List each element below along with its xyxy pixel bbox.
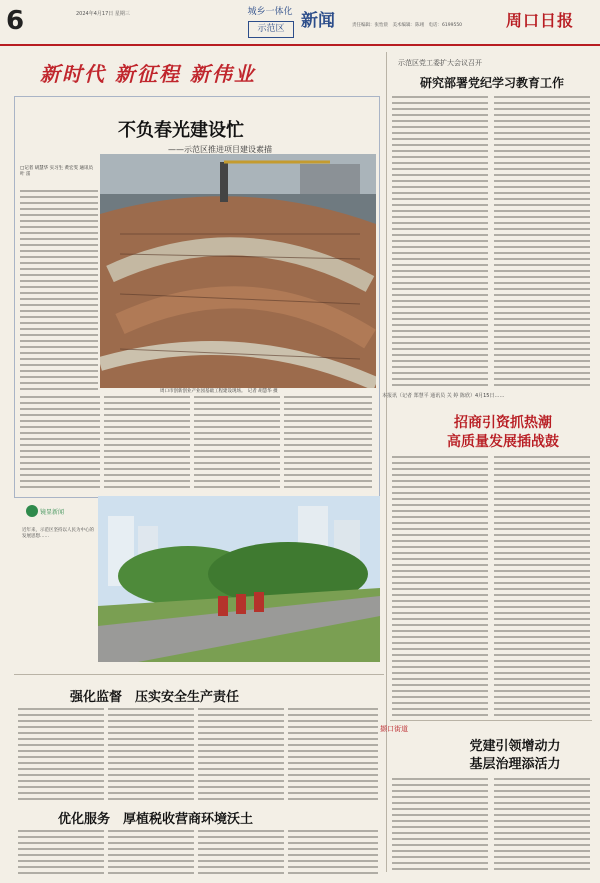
column-divider	[386, 52, 387, 872]
newspaper-logo: 周口日报	[506, 11, 575, 30]
safety-text-col1	[18, 708, 104, 800]
construction-photo-image	[100, 154, 376, 388]
investment-text-col2	[494, 456, 590, 718]
right-section-divider	[390, 720, 592, 721]
feature-text-col4	[194, 396, 280, 490]
feature-text-col5	[284, 396, 372, 490]
section-top-label: 城乡一体化	[247, 7, 293, 17]
investment-text-col1	[392, 456, 488, 718]
feature-text-col2	[20, 396, 100, 490]
meeting-tag: 示范区党工委扩大会议召开	[398, 59, 482, 67]
slogan-banner: 新时代 新征程 新伟业	[40, 62, 256, 86]
party-building-text-col2	[494, 778, 590, 874]
meeting-headline: 研究部署党纪学习教育工作	[419, 76, 564, 90]
feature-byline: □记者 胡慧华 实习生 黄宏雯 通讯员 叶 雷	[20, 166, 93, 177]
investment-headline-line1: 招商引资抓热潮	[454, 415, 552, 431]
investment-headline	[418, 414, 588, 452]
section-bottom-label: 示范区	[248, 21, 294, 38]
section-badge	[246, 4, 294, 38]
safety-headline: 强化监督 压实安全生产责任	[70, 690, 240, 705]
tax-text-col2	[108, 830, 194, 878]
subdistrict-tag: 撷口街道	[380, 725, 408, 733]
construction-photo-caption: 周口市创新创业产业园基础工程建设现场。 记者 胡慧华 摄	[160, 389, 278, 394]
party-building-headline-line1: 党建引领增动力	[469, 739, 561, 754]
safety-text-col2	[108, 708, 194, 800]
feature-subtitle: ——示范区推进项目建设素描	[168, 145, 272, 154]
party-building-text-col1	[392, 778, 488, 874]
feature-title: 不负春光建设忙	[118, 120, 244, 141]
editor-credits: 责任编辑：张怡晨 美术编辑：陈翊 电话：6199550	[352, 23, 463, 28]
news-photo-icon	[26, 505, 38, 517]
section-title: 新闻	[301, 11, 335, 31]
meeting-text-col1	[392, 96, 488, 390]
tax-text-col3	[198, 830, 284, 878]
party-building-headline	[440, 738, 590, 774]
park-photo-image	[98, 496, 380, 662]
investment-lead: 本报讯（记者 郑慧平 通讯员 关 婷 陈欣）4月15日……	[382, 393, 505, 399]
tax-text-col4	[288, 830, 378, 878]
page-header	[0, 0, 600, 46]
meeting-text-col2	[494, 96, 590, 390]
tax-text-col1	[18, 830, 104, 878]
issue-date: 2024年4月17日 星期三	[76, 11, 130, 17]
investment-headline-line2: 高质量发展插战鼓	[447, 434, 559, 450]
bottom-section-divider	[14, 674, 384, 675]
photo-strip-caption: 近年来，示范区坚持以人民为中心的发展思想……	[22, 528, 94, 539]
feature-text-col3	[104, 396, 190, 490]
photo-strip-title: 镜显新闻	[40, 509, 65, 516]
party-building-headline-line2: 基层治理添活力	[469, 757, 561, 772]
page-number: 6	[6, 6, 25, 36]
construction-photo	[100, 154, 376, 388]
tax-service-headline: 优化服务 厚植税收营商环境沃土	[58, 812, 254, 827]
feature-text-col1	[20, 190, 98, 390]
park-photo	[98, 496, 380, 662]
safety-text-col3	[198, 708, 284, 800]
safety-text-col4	[288, 708, 378, 800]
